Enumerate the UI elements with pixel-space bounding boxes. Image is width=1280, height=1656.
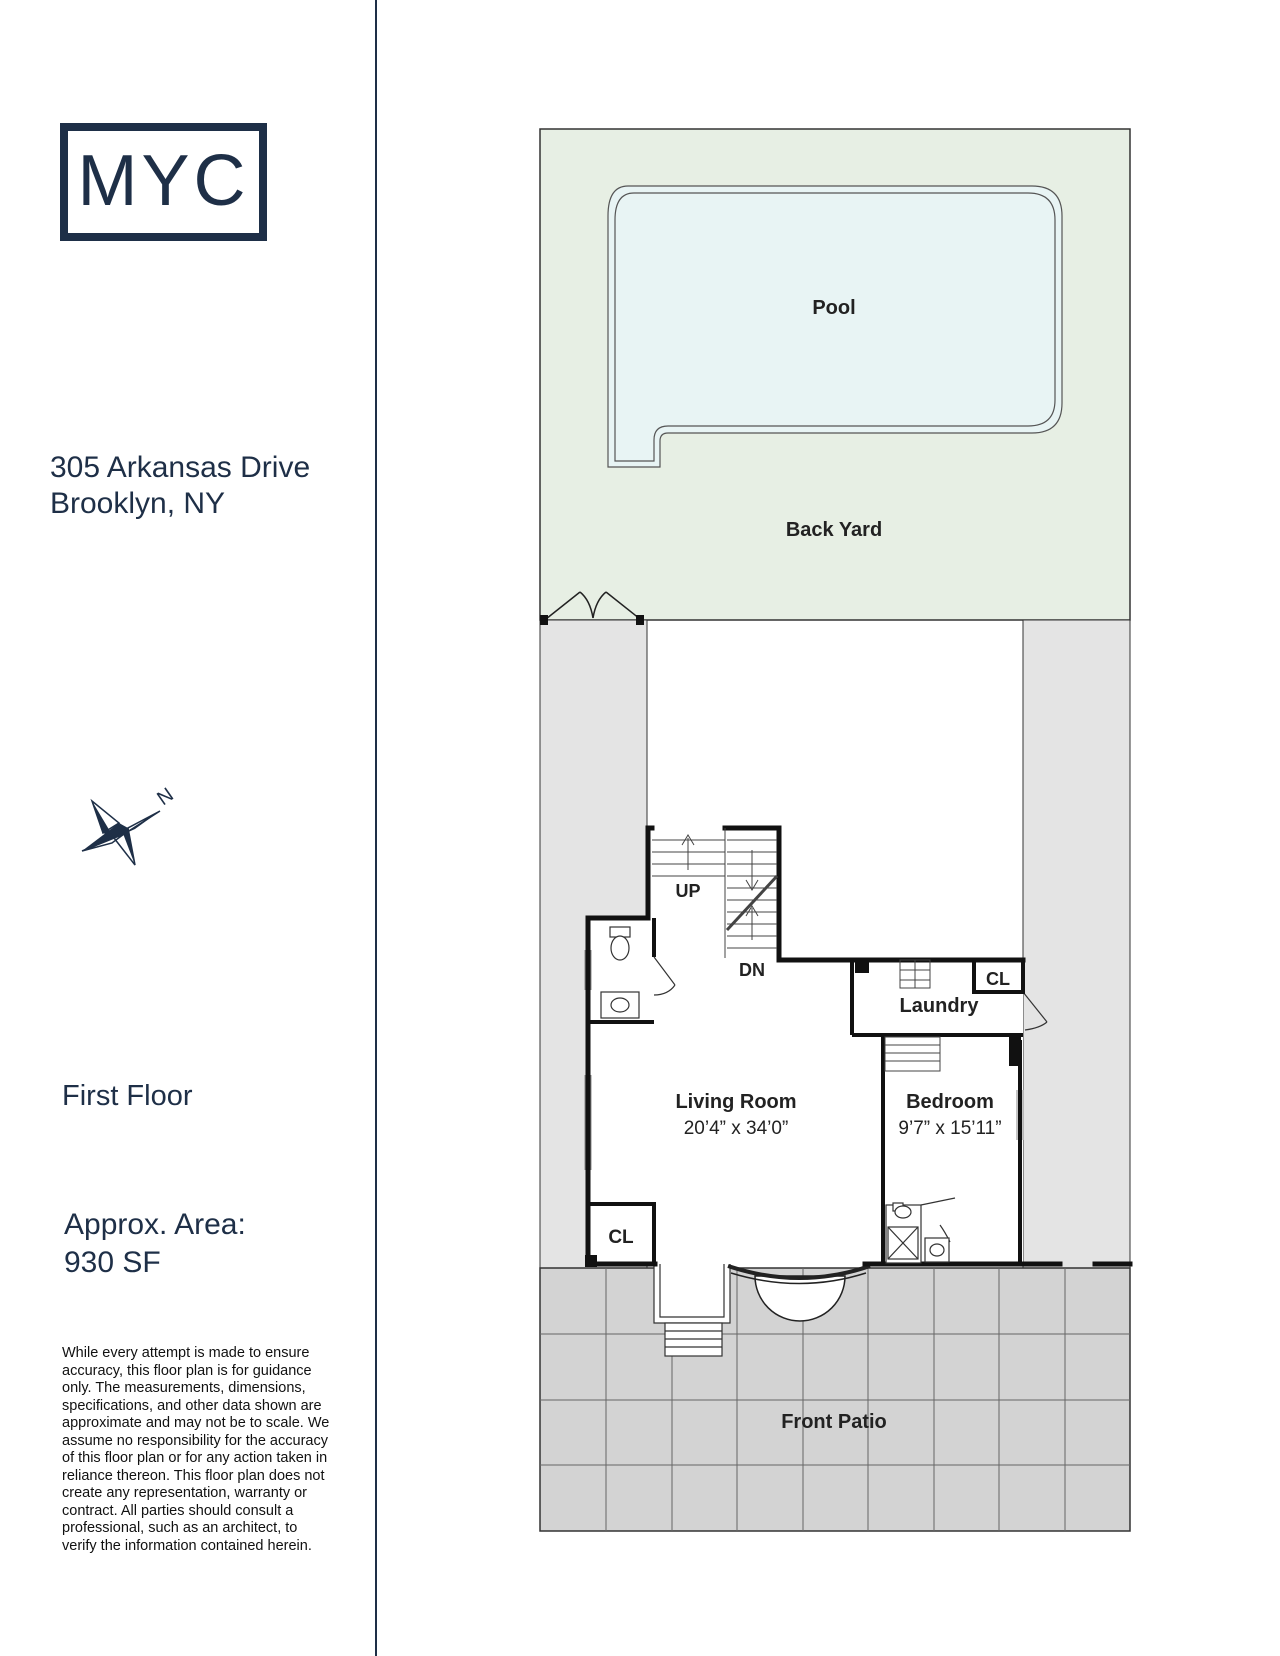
back-yard-label: Back Yard: [785, 519, 883, 541]
dn-label: DN: [739, 960, 765, 980]
closet-laundry-label: CL: [986, 969, 1010, 989]
compass-icon: [82, 784, 178, 865]
area-value: 930 SF: [64, 1246, 161, 1279]
right-side-passage: [1023, 620, 1130, 1268]
area-label-text: Approx. Area:: [64, 1208, 246, 1241]
closet-living-label: CL: [608, 1227, 634, 1248]
up-label: UP: [675, 881, 701, 901]
sink-icon: [601, 992, 639, 1018]
front-patio-label: Front Patio: [781, 1411, 887, 1433]
living-room-label: Living Room: [675, 1091, 797, 1113]
pool-label: Pool: [812, 297, 856, 319]
logo-text: MYC: [77, 141, 250, 221]
address-line-2: Brooklyn, NY: [50, 487, 226, 520]
front-patio-area: [540, 1268, 1130, 1531]
address-line-1: 305 Arkansas Drive: [50, 451, 311, 484]
pool-outline-outer: [608, 186, 1062, 467]
compass-north-label: N: [153, 783, 178, 811]
floor-label: First Floor: [62, 1080, 193, 1112]
wall-column: [1009, 1036, 1021, 1066]
toilet-icon: [610, 927, 630, 960]
bedroom-label: Bedroom: [906, 1091, 994, 1113]
front-bay-window: [654, 1264, 730, 1356]
wall-column: [855, 961, 869, 973]
living-room-dims: 20’4” x 34’0”: [683, 1118, 789, 1139]
disclaimer-text: While every attempt is made to ensure accuracy, this floor plan is for guidance only. The measurements, dimensions, specifications, and other data shown are approximate and may not be to scale. We assume no responsibility for the accuracy of this floor plan or for any action taken in reliance thereon. This floor plan does not create any representation, warranty or contract. All parties should consult a professional, such as an architect, to verify the information contained herein.: [62, 1345, 330, 1554]
laundry-label: Laundry: [899, 995, 979, 1017]
bedroom-dims: 9’7” x 15’11”: [898, 1118, 1002, 1139]
interior-floor: [588, 828, 1023, 1264]
